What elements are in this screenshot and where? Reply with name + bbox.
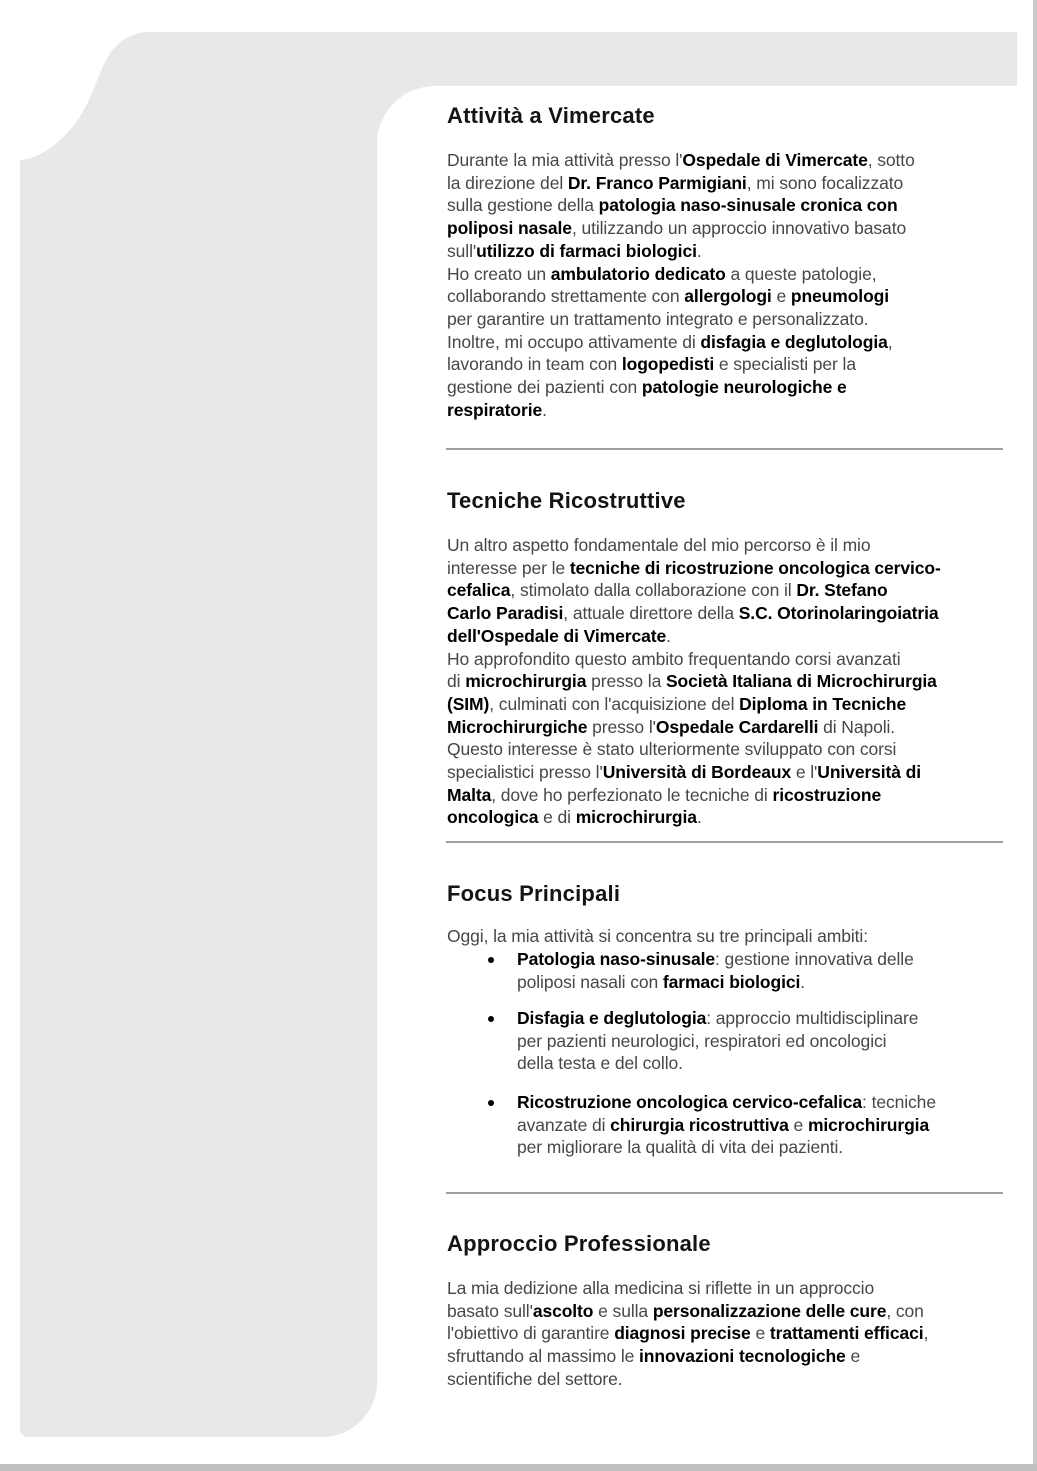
page-edge-bottom <box>0 1464 1037 1471</box>
bold-text: ricostruzione <box>772 784 882 805</box>
text: Ho approfondito questo ambito frequentando corsi avanzati <box>447 648 901 669</box>
paragraph <box>447 925 1029 948</box>
text: , mi sono focalizzato <box>746 172 904 193</box>
page-edge-right <box>1033 0 1037 1471</box>
bold-text: Ricostruzione oncologica cervico-cefalica <box>517 1092 863 1112</box>
bold-text: chirurgia ricostruttiva <box>610 1114 789 1135</box>
text: Oggi, la mia attività si concentra su tre principali ambiti: <box>447 926 868 946</box>
text: Questo interesse è stato ulteriormente sviluppato con corsi <box>447 739 897 760</box>
text: a queste patologie, <box>725 263 877 284</box>
bold-text: tecniche di ricostruzione oncologica cervico- <box>569 557 941 578</box>
bold-text: logopedisti <box>621 354 715 375</box>
text: di <box>447 671 466 692</box>
bold-text: Diploma in Tecniche <box>739 693 907 714</box>
bold-text: ascolto <box>532 1300 594 1321</box>
bold-text: farmaci biologici <box>662 971 801 992</box>
text: , culminati con l'acquisizione del <box>489 693 740 714</box>
text: poliposi nasali con <box>517 971 663 992</box>
text: e specialisti per la <box>714 354 856 375</box>
bold-text: Patologia naso-sinusale <box>517 949 716 969</box>
text: e <box>750 1323 770 1344</box>
text: la direzione del <box>447 172 568 193</box>
text: Durante la mia attività presso l' <box>447 150 683 170</box>
text: per pazienti neurologici, respiratori ed oncologici <box>517 1030 887 1051</box>
text: sfruttando al massimo le <box>447 1346 640 1367</box>
text: , <box>923 1323 929 1344</box>
text: , dove ho perfezionato le tecniche di <box>491 784 773 805</box>
bullet-text <box>517 1007 1029 1075</box>
bold-text: microchirurgia <box>575 807 697 828</box>
text: per migliorare la qualità di vita dei pazienti. <box>517 1137 844 1158</box>
bold-text: utilizzo di farmaci biologici <box>476 240 697 261</box>
bold-text: dell'Ospedale di Vimercate <box>447 625 667 646</box>
text: , attuale direttore della <box>563 603 739 624</box>
bold-text: Università di Bordeaux <box>602 762 792 783</box>
bold-text: Dr. Stefano <box>796 580 888 601</box>
text: sull' <box>447 240 477 261</box>
text: , con <box>886 1300 924 1321</box>
text: : approccio multidisciplinare <box>706 1008 919 1028</box>
bullet-dot-icon <box>488 957 494 963</box>
text: di Napoli. <box>818 716 896 737</box>
text: , utilizzando un approccio innovativo basato <box>571 218 907 239</box>
text: Un altro aspetto fondamentale del mio percorso è il mio <box>447 535 871 555</box>
text: . <box>696 240 702 261</box>
bold-text: Ospedale Cardarelli <box>655 716 819 737</box>
bold-text: microchirurgia <box>807 1114 930 1135</box>
text: e l' <box>791 762 818 783</box>
section-heading: Attività a Vimercate <box>447 103 655 128</box>
bold-text: trattamenti efficaci <box>769 1323 924 1344</box>
bold-text: patologie neurologiche e <box>641 377 847 398</box>
text: l'obiettivo di garantire <box>447 1323 615 1344</box>
bullet-item <box>447 1007 1029 1075</box>
section-divider <box>446 841 1003 843</box>
text: . <box>696 807 702 828</box>
bold-text: Università di <box>817 762 922 783</box>
bold-text: patologia naso-sinusale cronica con <box>598 195 898 216</box>
bold-text: personalizzazione delle cure <box>652 1300 887 1321</box>
bold-text: ambulatorio dedicato <box>550 263 726 284</box>
bold-text: Malta <box>447 784 492 805</box>
bold-text: Dr. Franco Parmigiani <box>567 172 747 193</box>
text: interesse per le <box>447 557 570 578</box>
bold-text: pneumologi <box>790 286 890 307</box>
section-divider <box>446 448 1003 450</box>
bold-text: Ospedale di Vimercate <box>682 150 868 170</box>
bold-text: S.C. Otorinolaringoiatria <box>738 603 939 624</box>
text: Ho creato un <box>447 263 551 284</box>
text: avanzate di <box>517 1114 611 1135</box>
text: e <box>845 1346 861 1367</box>
bold-text: respiratorie <box>447 399 543 420</box>
bold-text: poliposi nasale <box>447 218 572 239</box>
text: . <box>666 625 671 646</box>
text: della testa e del collo. <box>517 1053 683 1074</box>
text: , stimolato dalla collaborazione con il <box>510 580 797 601</box>
text: . <box>800 971 806 992</box>
bold-text: oncologica <box>447 807 539 828</box>
text: specialistici presso l' <box>447 762 603 783</box>
text: basato sull' <box>447 1300 533 1321</box>
bold-text: Microchirurgiche <box>447 716 588 737</box>
bold-text: diagnosi precise <box>614 1323 751 1344</box>
bullet-item <box>447 1091 1029 1159</box>
text: gestione dei pazienti con <box>447 377 642 398</box>
text: e <box>788 1114 808 1135</box>
text: , sotto <box>867 150 915 170</box>
section-heading: Approccio Professionale <box>447 1231 711 1256</box>
text: e sulla <box>593 1300 653 1321</box>
bullet-dot-icon <box>488 1016 494 1022</box>
text: e di <box>538 807 576 828</box>
text: scientifiche del settore. <box>447 1368 623 1389</box>
bold-text: (SIM) <box>447 693 490 714</box>
text: La mia dedizione alla medicina si riflette in un approccio <box>447 1278 875 1298</box>
text: per garantire un trattamento integrato e personalizzato. <box>447 308 869 329</box>
bold-text: microchirurgia <box>465 671 587 692</box>
text: sulla gestione della <box>447 195 599 216</box>
bullet-item <box>447 948 1029 993</box>
bullet-text <box>517 948 1029 993</box>
bold-text: innovazioni tecnologiche <box>639 1346 846 1367</box>
section-divider <box>446 1192 1003 1194</box>
bold-text: disfagia e deglutologia <box>700 331 888 352</box>
text: lavorando in team con <box>447 354 622 375</box>
bold-text: cefalica <box>447 580 511 601</box>
bold-text: allergologi <box>684 286 772 307</box>
paragraph <box>447 534 1029 829</box>
paragraph <box>447 1277 1029 1391</box>
bold-text: Carlo Paradisi <box>447 603 564 624</box>
section-heading: Focus Principali <box>447 881 621 906</box>
section-heading: Tecniche Ricostruttive <box>447 488 686 513</box>
bold-text: Disfagia e deglutologia <box>517 1008 707 1028</box>
bullet-text <box>517 1091 1029 1159</box>
text: collaborando strettamente con <box>447 286 685 307</box>
bullet-dot-icon <box>488 1100 494 1106</box>
text: e <box>771 286 791 307</box>
text: : tecniche <box>862 1092 936 1112</box>
bold-text: Società Italiana di Microchirurgia <box>665 671 937 692</box>
text: : gestione innovativa delle <box>715 949 914 969</box>
text: , <box>887 331 893 352</box>
text: Inoltre, mi occupo attivamente di <box>447 331 701 352</box>
text: presso l' <box>587 716 656 737</box>
text: presso la <box>586 671 666 692</box>
paragraph <box>447 149 1029 421</box>
text: . <box>542 399 547 420</box>
